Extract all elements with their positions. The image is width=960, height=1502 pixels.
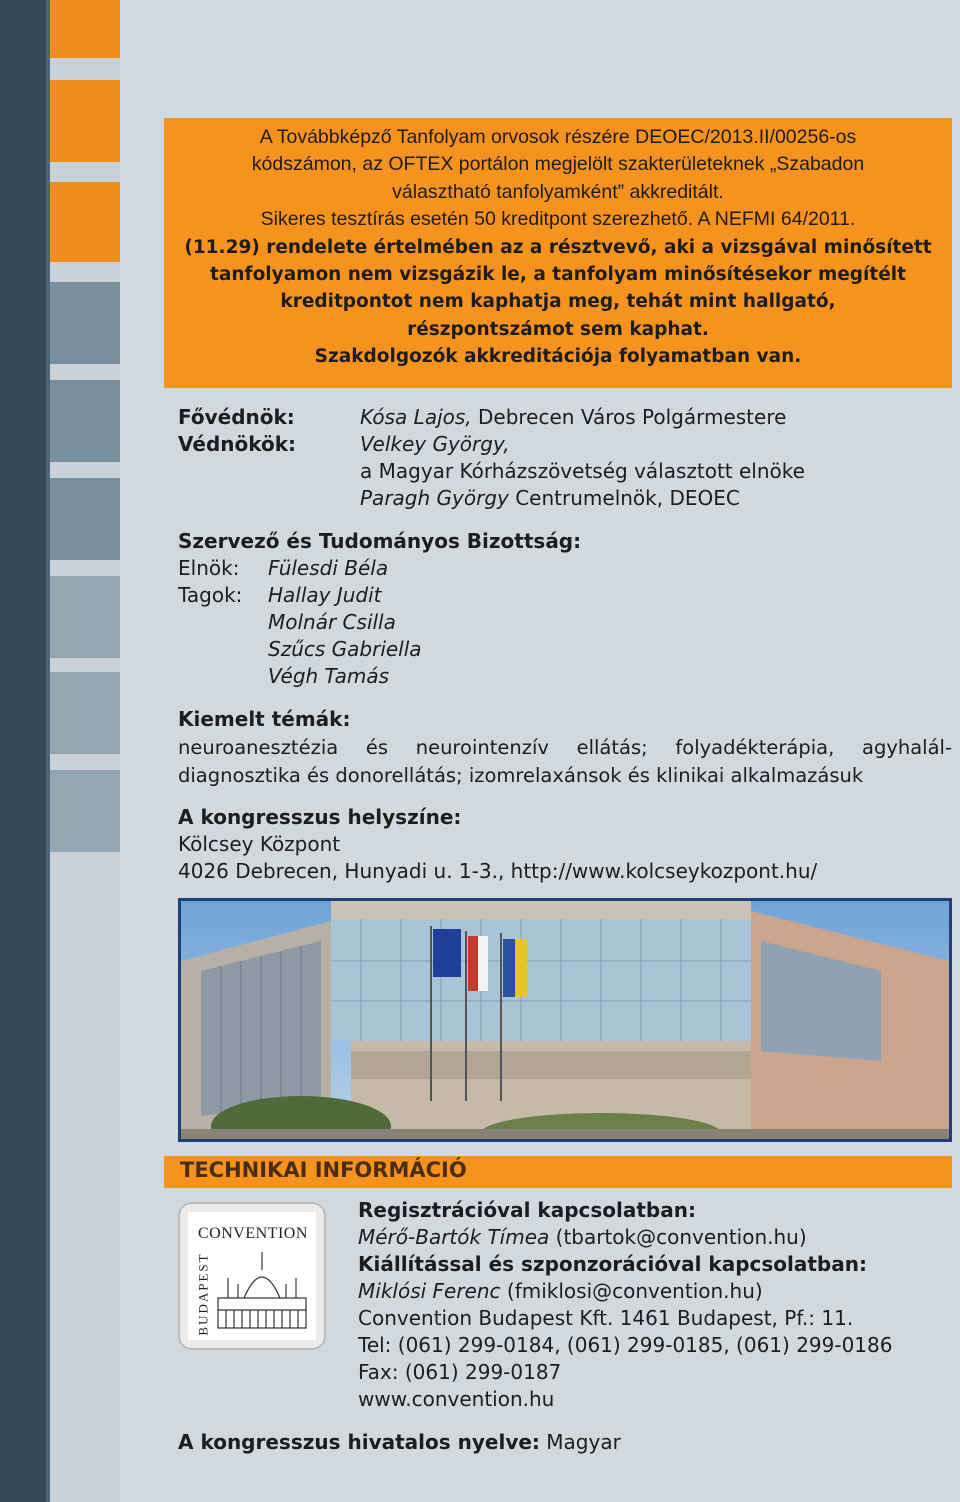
- language-value: Magyar: [539, 1430, 621, 1454]
- main-patron-label: Fővédnök:: [178, 405, 295, 429]
- parliament-drawing-icon: [214, 1248, 310, 1334]
- main-patron-role: Debrecen Város Polgármestere: [471, 405, 787, 429]
- logo-inner: [188, 1212, 316, 1340]
- patron2-role: Centrumelnök, DEOEC: [508, 486, 740, 510]
- member-name: Szűcs Gabriella: [268, 637, 422, 661]
- deco-tile: [50, 80, 120, 162]
- accreditation-line: választható tanfolyamként” akkreditált.: [392, 180, 724, 203]
- accreditation-line: kreditpontot nem kaphatja meg, tehát mint hallgató,: [280, 291, 836, 313]
- committee-title: Szervező és Tudományos Bizottság:: [178, 529, 582, 553]
- company-address: Convention Budapest Kft. 1461 Budapest, Pf.: 11.: [358, 1306, 854, 1330]
- patron1-role: a Magyar Kórházszövetség választott elnöke: [360, 459, 805, 483]
- chair-label: Elnök:: [178, 556, 240, 580]
- chair-name: Fülesdi Béla: [268, 556, 389, 580]
- language-label: A kongresszus hivatalos nyelve:: [178, 1430, 540, 1454]
- accreditation-line: Szakdolgozók akkreditációja folyamatban van.: [314, 346, 802, 368]
- deco-tile: [50, 478, 120, 560]
- phone-numbers: Tel: (061) 299-0184, (061) 299-0185, (061) 299-0186: [358, 1333, 893, 1357]
- accreditation-line: Sikeres tesztírás esetén 50 kreditpont szerezhető. A NEFMI 64/2011.: [260, 208, 856, 231]
- deco-tile: [50, 576, 120, 658]
- convention-logo: [178, 1202, 326, 1350]
- exhibition-email[interactable]: (fmiklosi@convention.hu): [500, 1279, 763, 1303]
- logo-convention-text: CONVENTION: [198, 1225, 308, 1242]
- venue-address: 4026 Debrecen, Hunyadi u. 1-3., http://www.kolcseykozpont.hu/: [178, 859, 818, 883]
- logo-budapest-text: BUDAPEST: [195, 1252, 211, 1336]
- website-link[interactable]: www.convention.hu: [358, 1387, 555, 1411]
- topics-title: Kiemelt témák:: [178, 707, 351, 731]
- registration-label: Regisztrációval kapcsolatban:: [358, 1198, 696, 1222]
- accreditation-line: kódszámon, az OFTEX portálon megjelölt szakterületeknek „Szabadon: [251, 153, 865, 176]
- registration-email[interactable]: (tbartok@convention.hu): [549, 1225, 807, 1249]
- accreditation-line: részpontszámot sem kaphat.: [407, 318, 709, 340]
- registration-contact: [358, 1225, 807, 1249]
- venue-photo: [178, 898, 952, 1142]
- exhibition-label: Kiállítással és szponzorációval kapcsolatban:: [358, 1252, 867, 1276]
- deco-tile: [50, 182, 120, 262]
- patron2-name: Paragh György: [360, 486, 509, 510]
- deco-tile: [50, 770, 120, 852]
- deco-tile: [50, 672, 120, 754]
- patron1-name: Velkey György,: [360, 432, 510, 456]
- venue-photo-illustration: [181, 901, 949, 1139]
- deco-tile: [50, 0, 120, 58]
- accreditation-line: tanfolyamon nem vizsgázik le, a tanfolyam minősítésekor megítélt: [210, 264, 906, 286]
- member-name: Végh Tamás: [268, 664, 390, 688]
- topics-text: neuroanesztézia és neurointenzív ellátás; folyadékterápia, agyhalál-diagnosztika és donorellátás; izomrelaxánsok és klinikai alkalmazásuk: [178, 736, 952, 787]
- left-dark-strip: [0, 0, 46, 1502]
- accreditation-box: [164, 118, 952, 388]
- deco-tile: [50, 380, 120, 462]
- member-name: Hallay Judit: [268, 583, 382, 607]
- venue-name: Kölcsey Központ: [178, 832, 341, 856]
- main-patron-name: Kósa Lajos,: [360, 405, 472, 429]
- fax-number: Fax: (061) 299-0187: [358, 1360, 562, 1384]
- patron2: [360, 486, 740, 510]
- member-name: Molnár Csilla: [268, 610, 396, 634]
- patrons-label: Védnökök:: [178, 432, 297, 456]
- main-patron: [360, 405, 786, 429]
- accreditation-line: (11.29) rendelete értelmében az a résztvevő, aki a vizsgával minősített: [184, 236, 932, 258]
- venue-title: A kongresszus helyszíne:: [178, 805, 462, 829]
- members-label: Tagok:: [178, 583, 243, 607]
- tech-info-title: TECHNIKAI INFORMÁCIÓ: [180, 1158, 467, 1182]
- accreditation-line: A Továbbképző Tanfolyam orvosok részére DEOEC/2013.II/00256-os: [259, 126, 857, 148]
- deco-tile: [50, 282, 120, 364]
- exhibition-contact: [358, 1279, 763, 1303]
- official-language: [178, 1430, 621, 1454]
- exhibition-name: Miklósi Ferenc: [358, 1279, 501, 1303]
- registration-name: Mérő-Bartók Tímea: [358, 1225, 550, 1249]
